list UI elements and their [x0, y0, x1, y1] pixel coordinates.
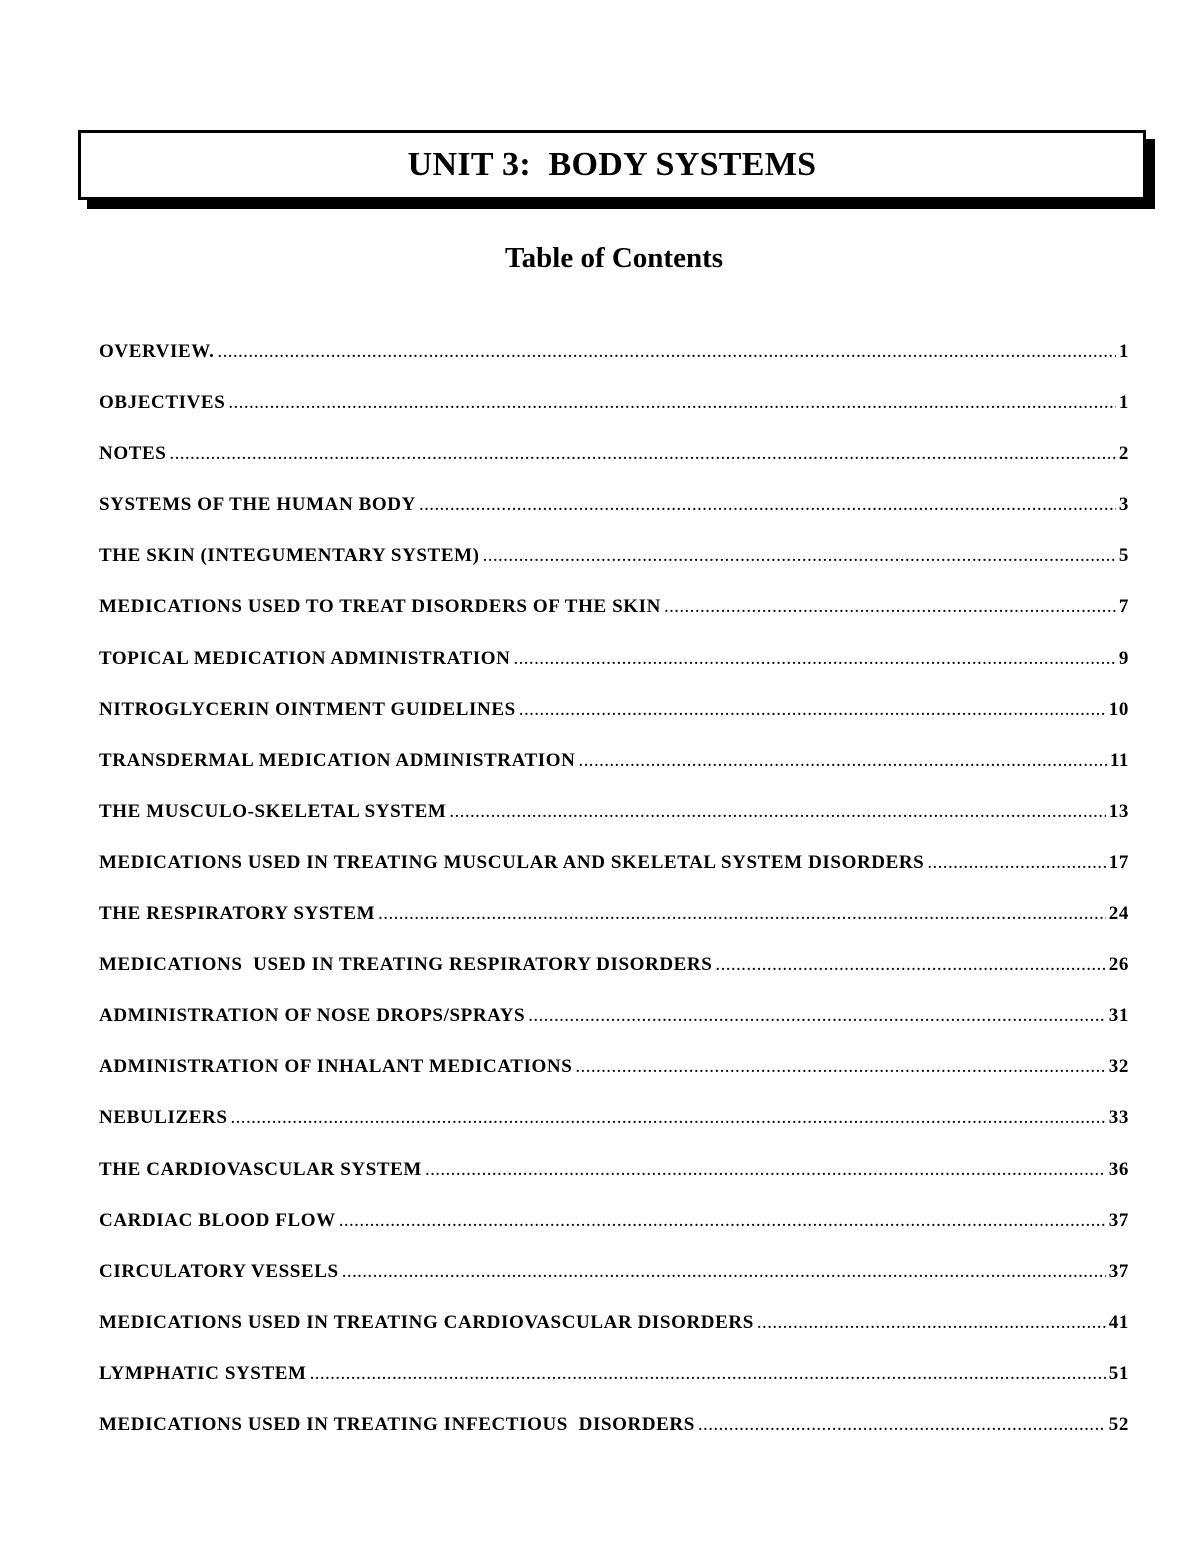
toc-dot-leader	[927, 852, 1105, 874]
toc-entry-page: 33	[1108, 1107, 1129, 1129]
toc-entry-page: 11	[1109, 749, 1129, 771]
toc-entry[interactable]	[99, 750, 1129, 801]
toc-entry-page: 17	[1108, 851, 1129, 873]
toc-dot-leader	[757, 1312, 1106, 1334]
toc-entry[interactable]	[99, 1312, 1129, 1363]
toc-dot-leader	[513, 648, 1115, 670]
toc-entry-label: MEDICATIONS USED TO TREAT DISORDERS OF THE SKIN	[99, 596, 661, 618]
toc-entry-label: THE MUSCULO-SKELETAL SYSTEM	[99, 800, 447, 822]
toc-entry[interactable]	[99, 852, 1129, 903]
toc-list	[99, 341, 1129, 1465]
toc-entry-label: THE RESPIRATORY SYSTEM	[99, 903, 376, 925]
toc-entry-label: SYSTEMS OF THE HUMAN BODY	[99, 494, 416, 516]
toc-entry-page: 1	[1118, 341, 1129, 362]
toc-entry-page: 7	[1118, 596, 1129, 618]
toc-entry-label: MEDICATIONS USED IN TREATING CARDIOVASCULAR DISORDERS	[99, 1311, 754, 1333]
toc-entry[interactable]	[99, 1414, 1129, 1465]
toc-entry[interactable]	[99, 903, 1129, 954]
toc-entry-page: 37	[1108, 1260, 1129, 1282]
toc-entry-page: 41	[1108, 1311, 1129, 1333]
toc-entry-page: 36	[1108, 1158, 1129, 1180]
toc-entry-label: THE CARDIOVASCULAR SYSTEM	[99, 1158, 422, 1180]
toc-dot-leader	[339, 1210, 1106, 1232]
toc-entry[interactable]	[99, 699, 1129, 750]
toc-entry-page: 51	[1108, 1362, 1129, 1384]
toc-entry-label: NITROGLYCERIN OINTMENT GUIDELINES	[99, 698, 516, 720]
toc-entry[interactable]	[99, 392, 1129, 443]
toc-dot-leader	[715, 954, 1105, 976]
toc-entry[interactable]	[99, 1210, 1129, 1261]
toc-entry[interactable]	[99, 1261, 1129, 1312]
toc-dot-leader	[528, 1005, 1106, 1027]
toc-entry-label: NOTES	[99, 443, 167, 465]
toc-entry-label: LYMPHATIC SYSTEM	[99, 1362, 307, 1384]
toc-entry[interactable]	[99, 545, 1129, 596]
toc-entry-label: CARDIAC BLOOD FLOW	[99, 1209, 336, 1231]
toc-entry-page: 3	[1118, 494, 1129, 516]
toc-entry-page: 10	[1108, 698, 1129, 720]
toc-entry-label: TRANSDERMAL MEDICATION ADMINISTRATION	[99, 749, 576, 771]
toc-dot-leader	[575, 1056, 1105, 1078]
unit-title-box	[78, 130, 1146, 200]
toc-entry-page: 1	[1118, 392, 1129, 414]
toc-dot-leader	[449, 801, 1105, 823]
toc-dot-leader	[231, 1107, 1106, 1129]
toc-entry-label: TOPICAL MEDICATION ADMINISTRATION	[99, 647, 511, 669]
toc-dot-leader	[310, 1363, 1106, 1385]
toc-entry[interactable]	[99, 954, 1129, 1005]
toc-dot-leader	[425, 1159, 1106, 1181]
toc-entry[interactable]	[99, 443, 1129, 494]
toc-entry-label: MEDICATIONS USED IN TREATING INFECTIOUS DISORDERS	[99, 1413, 695, 1435]
toc-dot-leader	[228, 392, 1116, 414]
toc-entry-page: 2	[1118, 443, 1129, 465]
unit-title: UNIT 3: BODY SYSTEMS	[407, 146, 817, 183]
toc-dot-leader	[419, 494, 1116, 516]
toc-entry-label: THE SKIN (INTEGUMENTARY SYSTEM)	[99, 545, 480, 567]
toc-entry[interactable]	[99, 1056, 1129, 1107]
toc-entry-label: ADMINISTRATION OF NOSE DROPS/SPRAYS	[99, 1005, 526, 1027]
toc-entry[interactable]	[99, 1107, 1129, 1158]
toc-entry-page: 31	[1108, 1005, 1129, 1027]
toc-entry[interactable]	[99, 801, 1129, 852]
toc-entry[interactable]	[99, 341, 1129, 392]
toc-entry[interactable]	[99, 1005, 1129, 1056]
toc-entry-label: MEDICATIONS USED IN TREATING RESPIRATORY DISORDERS	[99, 954, 713, 976]
toc-entry-label: OBJECTIVES	[99, 392, 226, 414]
toc-entry-page: 52	[1108, 1413, 1129, 1435]
toc-dot-leader	[698, 1414, 1106, 1436]
toc-entry-label: MEDICATIONS USED IN TREATING MUSCULAR AND SKELETAL SYSTEM DISORDERS	[99, 851, 925, 873]
toc-entry[interactable]	[99, 596, 1129, 647]
toc-entry-page: 13	[1108, 800, 1129, 822]
toc-entry[interactable]	[99, 494, 1129, 545]
toc-entry-page: 24	[1108, 903, 1129, 925]
toc-dot-leader	[579, 750, 1107, 772]
toc-entry-page: 26	[1108, 954, 1129, 976]
toc-entry-page: 5	[1118, 545, 1129, 567]
toc-dot-leader	[378, 903, 1106, 925]
toc-entry-page: 32	[1108, 1056, 1129, 1078]
toc-entry-page: 9	[1118, 647, 1129, 669]
toc-entry-label: CIRCULATORY VESSELS	[99, 1260, 339, 1282]
toc-dot-leader	[664, 596, 1116, 618]
toc-entry-label: OVERVIEW.	[99, 341, 215, 362]
toc-dot-leader	[217, 341, 1115, 363]
toc-heading: Table of Contents	[504, 242, 724, 274]
toc-entry[interactable]	[99, 1363, 1129, 1414]
toc-dot-leader	[342, 1261, 1106, 1283]
toc-dot-leader	[519, 699, 1106, 721]
toc-entry-label: ADMINISTRATION OF INHALANT MEDICATIONS	[99, 1056, 573, 1078]
toc-dot-leader	[483, 545, 1116, 567]
toc-dot-leader	[169, 443, 1115, 465]
toc-entry-label: NEBULIZERS	[99, 1107, 228, 1129]
toc-entry[interactable]	[99, 648, 1129, 699]
toc-entry[interactable]	[99, 1159, 1129, 1210]
toc-entry-page: 37	[1108, 1209, 1129, 1231]
